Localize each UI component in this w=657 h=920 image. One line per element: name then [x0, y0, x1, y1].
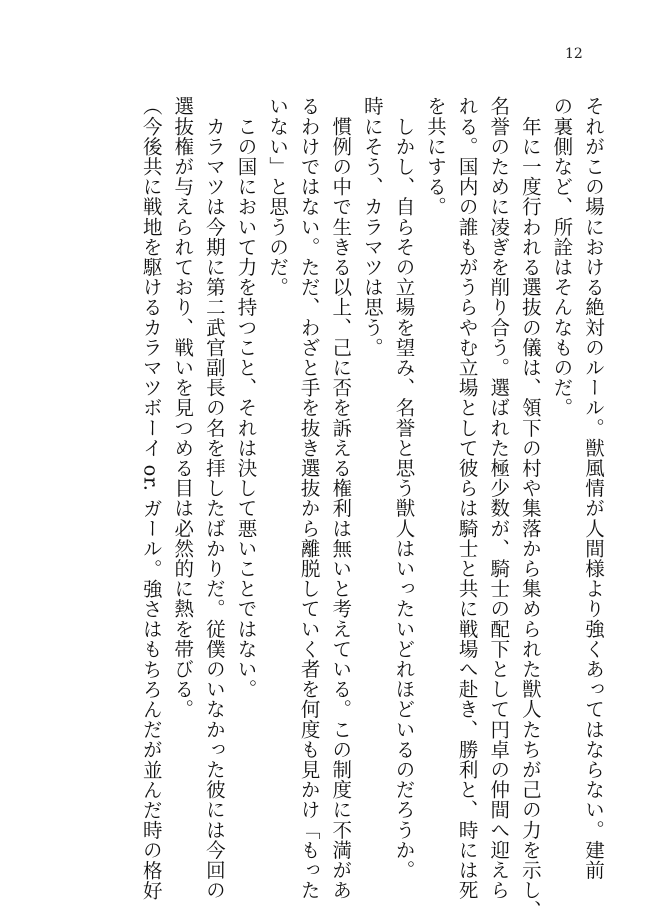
text-line: しかし、自らその立場を望み、名誉と思う獣人はいったいどれほどいるのだろうか。: [392, 96, 416, 880]
text-line: 慣例の中で生きる以上、己に否を訴える権利は無いと考えている。この制度に不満があ: [329, 96, 353, 900]
text-line: この国において力を持つこと、それは決して悪いことではない。: [234, 96, 258, 699]
text-line: 時にそう、カラマツは思う。: [360, 96, 384, 358]
text-line: （今後共に戦地を駆けるカラマツボーイ or. ガール。強さはもちろんだが並んだ時の格好: [139, 96, 163, 901]
vertical-text-block: [49, 96, 609, 920]
text-line: 年に一度行われる選抜の儀は、領下の村や集落から集められた獣人たちが己の力を示し、: [518, 96, 542, 920]
text-line: れる。国内の誰もがうらやむ立場として彼らは騎士と共に戦場へ赴き、勝利と、時には死: [455, 96, 479, 900]
text-line: カラマツは今期に第二武官副長の名を拝したばかりだ。従僕のいなかった彼には今回の: [202, 96, 226, 900]
text-line: るわけではない。ただ、わざと手を抜き選抜から離脱していく者を何度も見かけ「もった: [297, 96, 321, 900]
text-line: 名誉のために凌ぎを削り合う。選ばれた極少数が、騎士の配下として円卓の仲間へ迎えら: [487, 96, 511, 900]
text-line: の裏側など、所詮はそんなものだ。: [550, 96, 574, 418]
text-line: いない」と思うのだ。: [266, 96, 290, 297]
text-line: 選抜権が与えられており、戦いを見つめる目は必然的に熱を帯びる。: [171, 96, 195, 720]
text-line: を共にする。: [424, 96, 448, 217]
text-line: それがこの場における絶対のルール。獣風情が人間様より強くあってはならない。建前: [582, 96, 605, 880]
page-number: 12: [565, 46, 583, 62]
